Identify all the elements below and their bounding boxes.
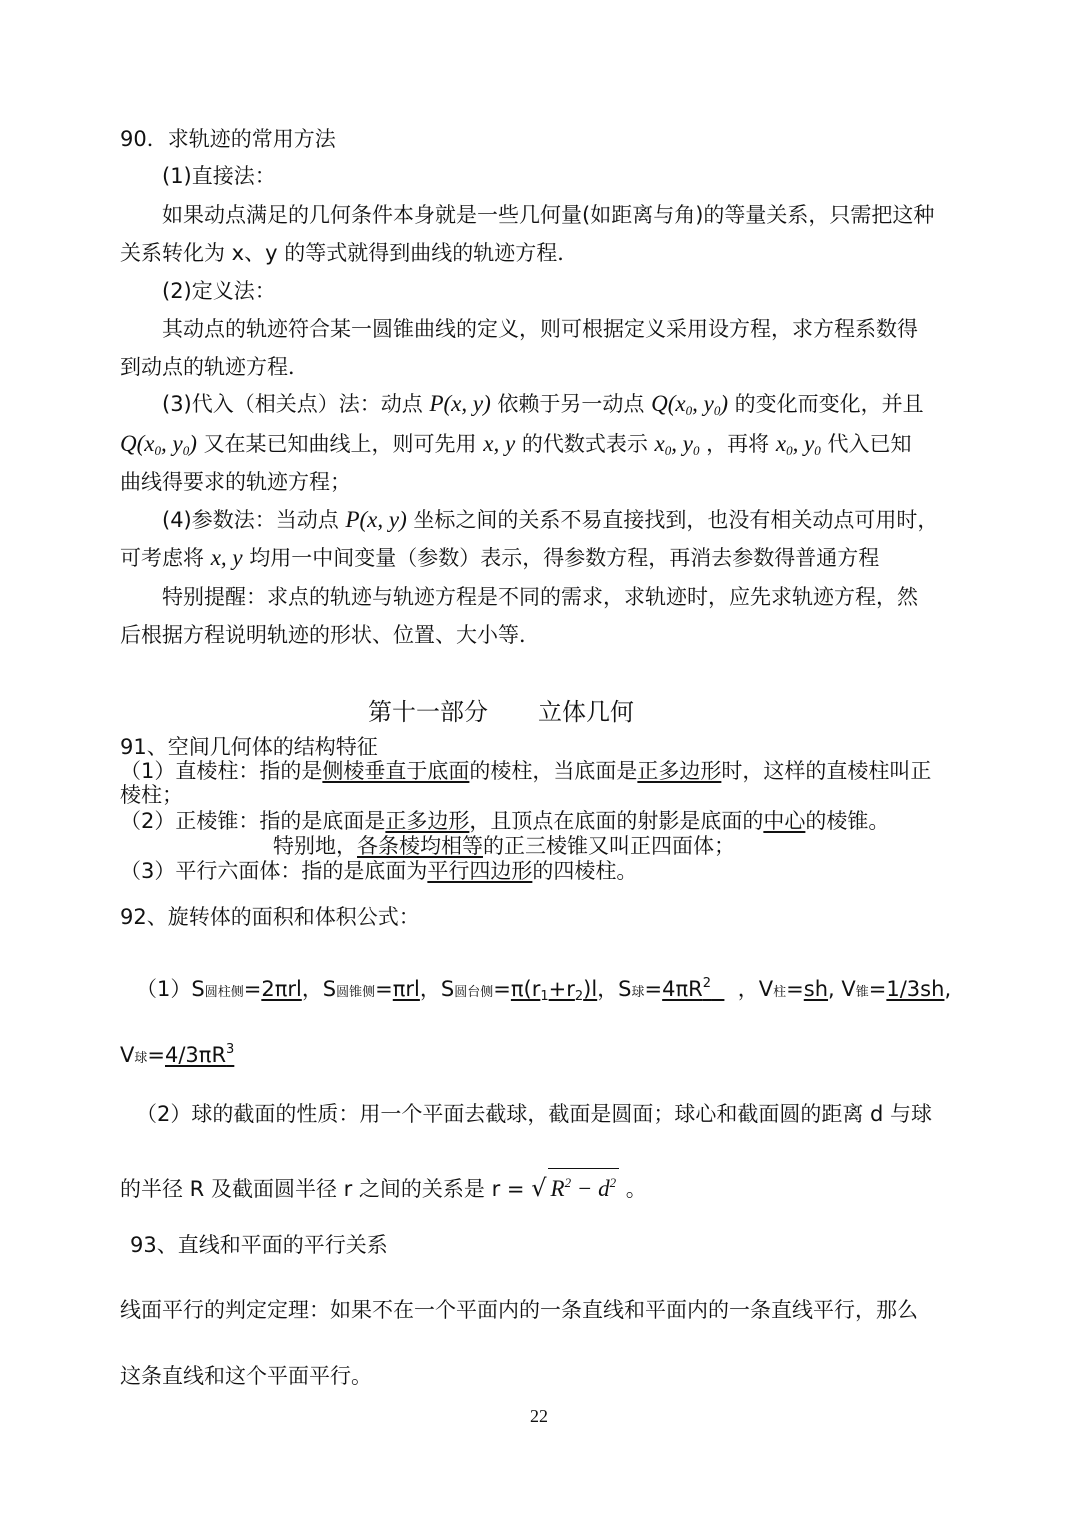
radius-formula: $R^2 - d^2$ <box>548 1168 620 1203</box>
s90-m4-text-b: 坐标之间的关系不易直接找到，也没有相关动点可用时， <box>413 508 939 532</box>
s90-m4-line2 <box>120 544 879 572</box>
point-p-formula: P(x, y) <box>429 391 491 416</box>
s90-m1-line1: 如果动点满足的几何条件本身就是一些几何量(如距离与角)的等量关系，只需把这种 <box>162 203 935 227</box>
s92-sphere-volume: V球$=4/3\pi R^3$ <box>120 1042 235 1067</box>
underlined-term: 平行四边形 <box>427 859 533 883</box>
s90-m3-text-a: (3)代入（相关点）法：动点 <box>162 392 423 416</box>
part-subject: 立体几何 <box>538 698 634 726</box>
point-q-formula: $Q(x_0$, $y_0$) <box>651 391 728 418</box>
s90-m4-text-c: 可考虑将 <box>120 546 204 570</box>
x0y0-formula: $x_0$, $y_0$ <box>654 431 700 458</box>
s90-note-line2: 后根据方程说明轨迹的形状、位置、大小等． <box>120 623 540 647</box>
s90-m2-head: (2)定义法： <box>162 279 276 303</box>
s93-title: 93、直线和平面的平行关系 <box>130 1233 388 1257</box>
s90-m3-text-c: 的变化而变化，并且 <box>734 392 924 416</box>
part-title <box>368 698 634 726</box>
s90-note-line1: 特别提醒：求点的轨迹与轨迹方程是不同的需求，求轨迹时，应先求轨迹方程，然 <box>162 585 918 609</box>
s92-sphere-section-line1: （2）球的截面的性质：用一个平面去截球，截面是圆面；球心和截面圆的距离 d 与球 <box>136 1102 933 1126</box>
xy-formula: x, y <box>210 545 243 570</box>
s90-m4-text-d: 均用一中间变量（参数）表示，得参数方程，再消去参数得普通方程 <box>249 546 880 570</box>
x0y0-formula: $x_0$, $y_0$ <box>775 431 821 458</box>
s90-m1-line2: 关系转化为 x、y 的等式就得到曲线的轨迹方程． <box>120 241 579 265</box>
underlined-term: 侧棱垂直于底面 <box>322 759 470 783</box>
sqrt-icon: √ <box>531 1174 547 1202</box>
s93-line2: 这条直线和这个平面平行。 <box>120 1364 372 1388</box>
s90-m1-head: (1)直接法： <box>162 164 276 188</box>
underlined-term: 各条棱均相等 <box>357 834 483 858</box>
s90-m3-text-g: 代入已知 <box>827 432 912 456</box>
s92-title: 92、旋转体的面积和体积公式： <box>120 905 420 929</box>
xy-formula: x, y <box>483 431 516 456</box>
s91-item1-line1: （1）直棱柱：指的是侧棱垂直于底面的棱柱，当底面是正多边形时，这样的直棱柱叫正 <box>120 759 932 783</box>
s90-m3-text-b: 依赖于另一动点 <box>497 392 645 416</box>
s92-sphere-section-line2: 的半径 R 及截面圆半径 r 之间的关系是 r = √ $R^2 - d^2$ 。 <box>120 1168 647 1203</box>
page-number: 22 <box>530 1406 548 1426</box>
s90-m3-line3: 曲线得要求的轨迹方程； <box>120 470 351 494</box>
s90-m3-line1 <box>162 390 924 425</box>
underlined-term: 中心 <box>763 809 806 833</box>
s91-item3: （3）平行六面体：指的是底面为平行四边形的四棱柱。 <box>120 859 638 883</box>
s93-line1: 线面平行的判定定理：如果不在一个平面内的一条直线和平面内的一条直线平行，那么 <box>120 1298 918 1322</box>
s90-title: 90．求轨迹的常用方法 <box>120 127 336 151</box>
s90-m3-line2 <box>120 430 911 465</box>
s90-m4-text-a: (4)参数法：当动点 <box>162 508 339 532</box>
s91-item2-note: 特别地，各条棱均相等的正三棱锥又叫正四面体； <box>273 834 735 858</box>
part-number: 第十一部分 <box>368 698 488 726</box>
s90-m2-line1: 其动点的轨迹符合某一圆锥曲线的定义，则可根据定义采用设方程，求方程系数得 <box>162 317 918 341</box>
underlined-term: 正多边形 <box>637 759 722 783</box>
s90-m3-text-d: 又在某已知曲线上，则可先用 <box>203 432 477 456</box>
s90-m2-line2: 到动点的轨迹方程． <box>120 355 309 379</box>
s91-item1-line2: 棱柱； <box>120 783 183 807</box>
s90-m3-text-e: 的代数式表示 <box>521 432 648 456</box>
s90-m4-line1 <box>162 506 938 534</box>
s91-item2: （2）正棱锥：指的是底面是正多边形，且顶点在底面的射影是底面的中心的棱锥。 <box>120 809 890 833</box>
point-q-formula: $Q(x_0$, $y_0$) <box>120 431 197 458</box>
s90-m3-text-f: ，再将 <box>706 432 770 456</box>
point-p-formula: P(x, y) <box>345 507 407 532</box>
s91-title: 91、空间几何体的结构特征 <box>120 735 378 759</box>
s92-formula-line: （1）S圆柱侧=2πrl，S圆锥侧=πrl，S圆台侧$=\pi(r_1+r_2)l$，S球$=4\pi R^2$ ，V柱=sh, V锥=1/3sh, <box>136 976 952 1004</box>
underlined-term: 正多边形 <box>385 809 470 833</box>
